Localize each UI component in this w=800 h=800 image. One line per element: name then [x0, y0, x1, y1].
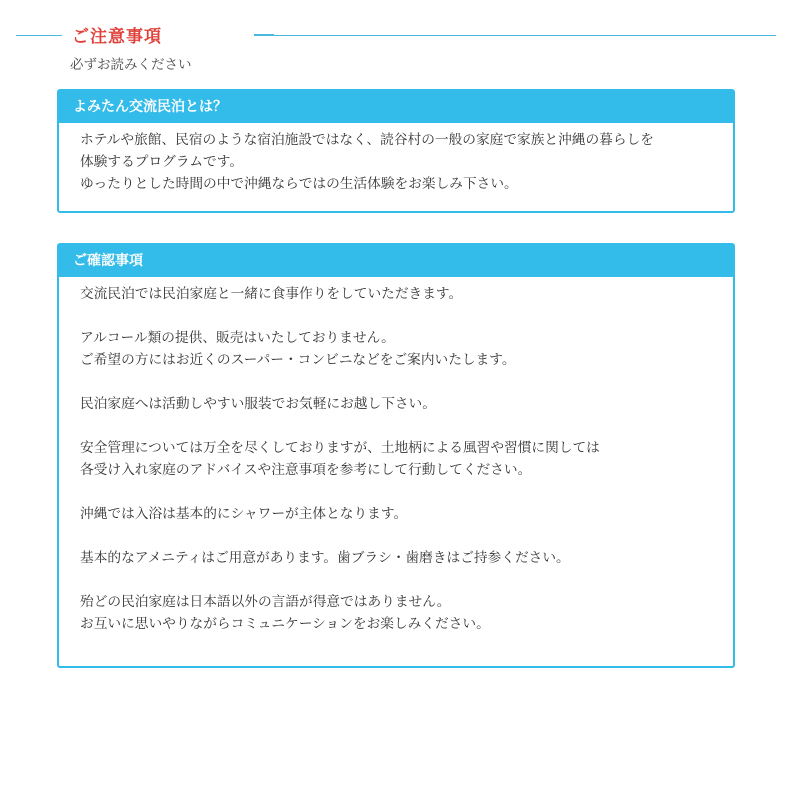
confirmation-line: お互いに思いやりながらコミュニケーションをお楽しみください。	[80, 616, 490, 632]
paragraph-gap	[80, 569, 713, 591]
about-section-title: よみたん交流民泊とは？	[59, 91, 733, 123]
paragraph-gap	[80, 525, 713, 547]
paragraph-gap	[80, 415, 713, 437]
confirmation-line: 交流民泊では民泊家庭と一緒に食事作りをしていただきます。	[80, 286, 463, 302]
confirmation-line: ご希望の方にはお近くのスーパー・コンビニなどをご案内いたします。	[80, 352, 516, 368]
paragraph-gap	[80, 481, 713, 503]
about-section-body	[59, 123, 733, 195]
header-divider-left	[16, 35, 62, 36]
confirmation-line: 基本的なアメニティはご用意があります。歯ブラシ・歯磨きはご持参ください。	[80, 550, 570, 566]
confirmation-line: 各受け入れ家庭のアドバイスや注意事項を参考にして行動してください。	[80, 462, 532, 478]
confirmation-line: 殆どの民泊家庭は日本語以外の言語が得意ではありません。	[80, 594, 451, 610]
confirmation-section-box	[57, 243, 735, 668]
header-divider-accent	[254, 34, 274, 36]
confirmation-line: アルコール類の提供、販売はいたしておりません。	[80, 330, 395, 346]
confirmation-line: 安全管理については万全を尽くしておりますが、土地柄による風習や習慣に関しては	[80, 440, 600, 456]
about-line: ホテルや旅館、民宿のような宿泊施設ではなく、読谷村の一般の家庭で家族と沖縄の暮らしを	[80, 132, 654, 148]
notice-header	[0, 20, 800, 50]
confirmation-line: 民泊家庭へは活動しやすい服装でお気軽にお越し下さい。	[80, 396, 436, 412]
page-subtitle: 必ずお読みください	[70, 57, 192, 73]
header-divider-right	[256, 35, 776, 36]
about-line: ゆったりとした時間の中で沖縄ならではの生活体験をお楽しみ下さい。	[80, 176, 518, 192]
page-title: ご注意事項	[72, 27, 162, 47]
confirmation-section-title: ご確認事項	[59, 245, 733, 277]
about-section-box	[57, 89, 735, 213]
confirmation-line: 沖縄では入浴は基本的にシャワーが主体となります。	[80, 506, 408, 522]
paragraph-gap	[80, 305, 713, 327]
paragraph-gap	[80, 371, 713, 393]
about-line: 体験するプログラムです。	[80, 154, 244, 170]
confirmation-section-body	[59, 277, 733, 635]
